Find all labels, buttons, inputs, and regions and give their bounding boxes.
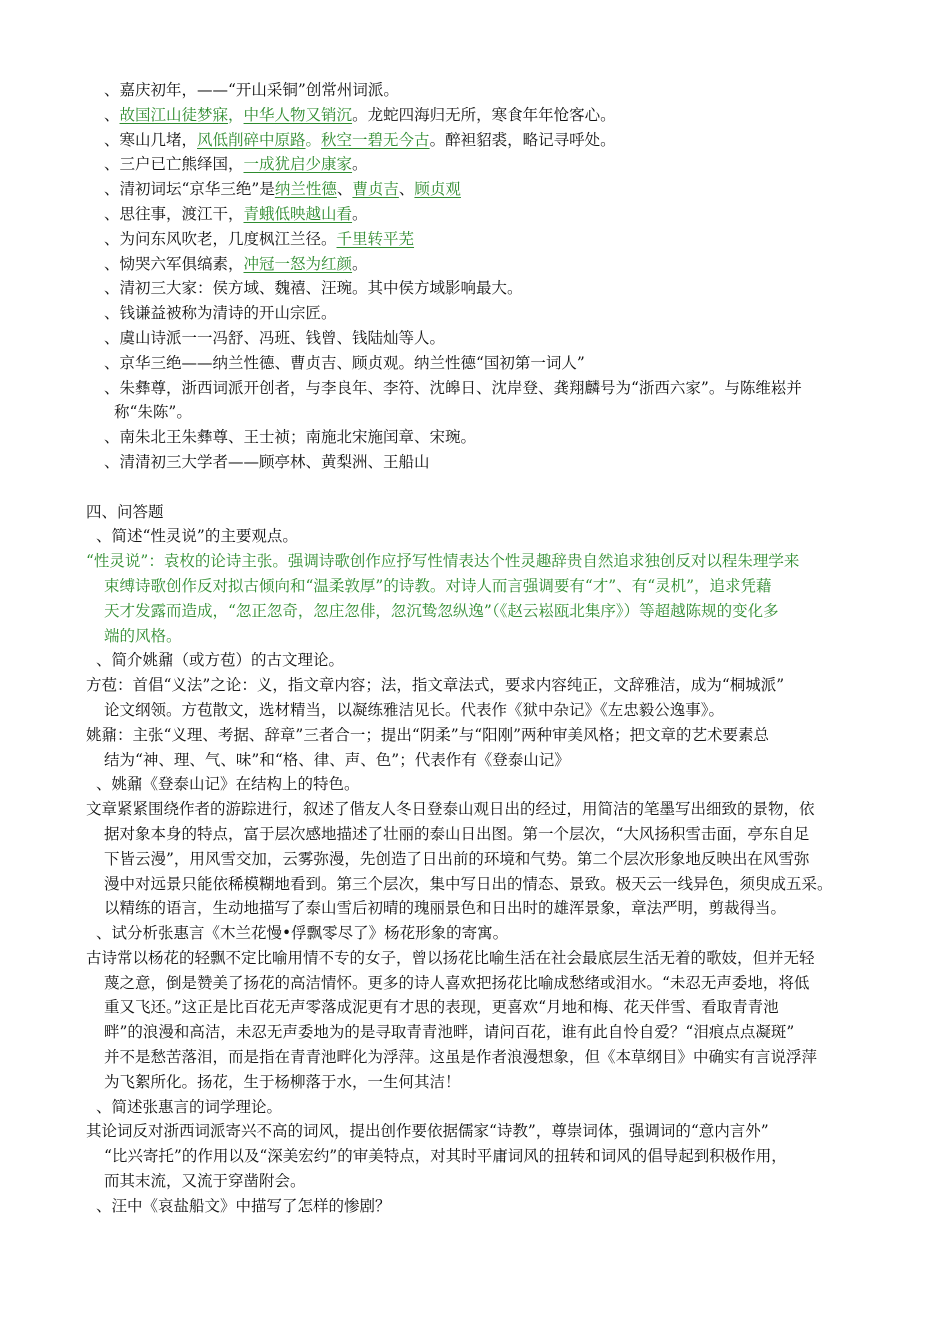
answer-paragraph: 方苞：首倡“义法”之论：义，指文章内容；法，指文章法式，要求内容纯正，文辞雅洁，成为“桐城派” [86, 676, 785, 695]
item-text: 、清初三大家：侯方域、魏禧、汪琬。其中侯方域影响最大。 [104, 279, 523, 298]
answer-paragraph: 文章紧紧围绕作者的游踪进行，叙述了偕友人冬日登泰山观日出的经过，用简洁的笔墨写出细致的景物，依 [86, 800, 815, 819]
document-page [0, 78, 950, 1219]
fill-in-list [0, 78, 950, 475]
answer-text: 青蛾低映越山看 [243, 204, 353, 223]
item-text: 、虞山诗派一一冯舒、冯班、钱曾、钱陆灿等人。 [104, 328, 446, 347]
answer-continuation: 重又飞还。”这正是比百花无声零落成泥更有才思的表现，更喜欢“月地和梅、花天伴雪、看取青青池 [104, 998, 779, 1017]
answer-text: 曹贞吉 [352, 180, 399, 199]
item-text: 、寒山几堵， [104, 130, 198, 149]
item-text: 。 [352, 254, 368, 273]
item-text: 、恸哭六军俱缟素， [104, 254, 244, 273]
item-text: 、嘉庆初年，——“开山采铜”创常州词派。 [104, 81, 399, 99]
list-item [0, 152, 950, 177]
answer-text: 顾贞观 [414, 180, 461, 199]
list-item [0, 227, 950, 252]
answer-continuation: 束缚诗歌创作反对拟古倾向和“温柔敦厚”的诗教。对诗人而言强调要有“才”、有“灵机”，追求凭藉 [104, 576, 772, 595]
answer-continuation: 端的风格。 [104, 626, 182, 645]
answer-continuation: 论文纲领。方苞散文，选材精当，以凝练雅洁见长。代表作《狱中杂记》《左忠毅公逸事》。 [104, 700, 725, 719]
list-item [0, 128, 950, 153]
list-item [0, 351, 950, 376]
answer-continuation: 畔”的浪漫和高洁，未忍无声委地为的是寻取青青池畔，请问百花，谁有此自怜自爱？“泪痕点点凝斑” [104, 1023, 795, 1042]
answer-continuation: 漫中对远景只能依稀模糊地看到。第三个层次，集中写日出的情态、景致。极天云一线异色，须臾成五采。 [104, 874, 833, 893]
section-title: 四、问答题 [86, 502, 164, 521]
list-item-continuation [0, 400, 950, 425]
answer-paragraph: “性灵说”：袁枚的论诗主张。强调诗歌创作应抒写性情表达个性灵趣辞贵自然追求独创反对以程朱理学来 [86, 552, 800, 571]
answer-text: 纳兰性德 [274, 180, 337, 199]
answer-continuation: 结为“神、理、气、味”和“格、律、声、色”；代表作有《登泰山记》 [104, 750, 570, 769]
item-text: 、思往事，渡江干， [104, 204, 244, 223]
item-text: 、 [336, 180, 353, 199]
answer-paragraph: 其论词反对浙西词派寄兴不高的词风，提出创作要依据儒家“诗教”，尊崇词体，强调词的“意内言外” [86, 1122, 769, 1141]
list-item [0, 103, 950, 128]
qa-list [0, 524, 950, 1218]
answer-continuation: 而其末流，又流于穿凿附会。 [104, 1172, 306, 1191]
list-item [0, 326, 950, 351]
answer-continuation: 以精练的语言，生动地描写了泰山雪后初晴的瑰丽景色和日出时的雄浑景象，章法严明，剪裁得当。 [104, 899, 787, 918]
list-item [0, 376, 950, 401]
answer-continuation: 为飞絮所化。扬花，生于杨柳落于水，一生何其洁！ [104, 1072, 461, 1091]
question: 、简介姚鼐（或方苞）的古文理论。 [96, 651, 345, 670]
answer-paragraph: 古诗常以杨花的轻飘不定比喻用情不专的女子，曾以扬花比喻生活在社会最底层生活无着的歌妓，但并无轻 [86, 948, 815, 967]
list-item [0, 276, 950, 301]
answer-text: 中华人物又销沉 [243, 105, 353, 124]
answer-continuation: 并不是愁苦落泪，而是指在青青池畔化为浮萍。这虽是作者浪漫想象，但《本草纲目》中确实有言说浮萍 [104, 1048, 818, 1067]
question: 、简述“性灵说”的主要观点。 [96, 527, 298, 546]
item-text: 。醉袒貂裘，略记寻呼处。 [429, 130, 616, 149]
answer-paragraph: 姚鼐：主张“义理、考据、辞章”三者合一；提出“阴柔”与“阳刚”两种审美风格；把文章的艺术要素总 [86, 725, 770, 744]
item-text: 、钱谦益被称为清诗的开山宗匠。 [104, 304, 337, 323]
answer-text: 秋空一碧无今古 [321, 130, 430, 149]
question: 、汪中《哀盐船文》中描写了怎样的惨剧？ [96, 1196, 391, 1215]
answer-continuation: 据对象本身的特点，富于层次感地描述了壮丽的泰山日出图。第一个层次，“大风扬积雪击面，亭东自足 [104, 824, 810, 843]
item-text: 。 [305, 130, 322, 149]
item-text: 、清清初三大学者——顾亭林、黄梨洲、王船山 [104, 452, 430, 471]
answer-text: 风低削碎中原路 [197, 130, 306, 149]
item-text: 称“朱陈”。 [114, 403, 192, 422]
answer-text: 一成犹启少康家 [243, 155, 353, 174]
question: 、姚鼐《登泰山记》在结构上的特色。 [96, 775, 360, 794]
item-text: 、三户已亡熊绎国， [104, 155, 244, 174]
question: 、简述张惠言的词学理论。 [96, 1097, 283, 1116]
list-item [0, 252, 950, 277]
list-item [0, 301, 950, 326]
spacer [0, 475, 950, 500]
answer-continuation: 下皆云漫”，用风雪交加，云雾弥漫，先创造了日出前的环境和气势。第二个层次形象地反映出在风雪弥 [104, 849, 810, 868]
item-text: 、 [398, 180, 415, 199]
answer-text: 千里转平芜 [336, 229, 415, 248]
item-text: 、为问东风吹老，几度枫江兰径。 [104, 229, 337, 248]
answer-continuation: 蔑之意，倒是赞美了扬花的高洁情怀。更多的诗人喜欢把扬花比喻成愁绪或泪水。“未忍无声委地，将低 [104, 973, 810, 992]
answer-text: 冲冠一怒为红颜 [243, 254, 353, 273]
question: 、试分析张惠言《木兰花慢•俘飘零尽了》杨花形象的寄寓。 [96, 924, 509, 943]
answer-text: 故国江山徒梦寐 [119, 105, 229, 124]
list-item [0, 202, 950, 227]
answer-continuation: 天才发露而造成，“忽正忽奇，忽庄忽俳，忽沉鸷忽纵逸”（《赵云崧瓯北集序》）等超越陈规的变化多 [104, 601, 779, 620]
list-item [0, 450, 950, 475]
item-text: 、清初词坛“京华三绝”是 [104, 180, 275, 199]
item-text: 、南朱北王朱彝尊、王士祯；南施北宋施闰章、宋琬。 [104, 428, 477, 447]
list-item [0, 425, 950, 450]
item-text: ， [228, 105, 244, 124]
item-text: 。 [352, 155, 368, 174]
item-text: 、 [104, 105, 120, 124]
item-text: 。龙蛇四海归无所，寒食年年怆客心。 [352, 105, 616, 124]
list-item [0, 78, 950, 103]
answer-continuation: “比兴寄托”的作用以及“深美宏约”的审美特点，对其时平庸词风的扭转和词风的倡导起到积极作用， [104, 1147, 787, 1166]
item-text: 。 [352, 204, 368, 223]
item-text: 、京华三绝——纳兰性德、曹贞吉、顾贞观。纳兰性德“国初第一词人” [104, 353, 585, 372]
item-text: 、朱彝尊，浙西词派开创者，与李良年、李符、沈皞日、沈岸登、龚翔麟号为“浙西六家”。与陈维崧并 [104, 378, 802, 397]
list-item [0, 177, 950, 202]
